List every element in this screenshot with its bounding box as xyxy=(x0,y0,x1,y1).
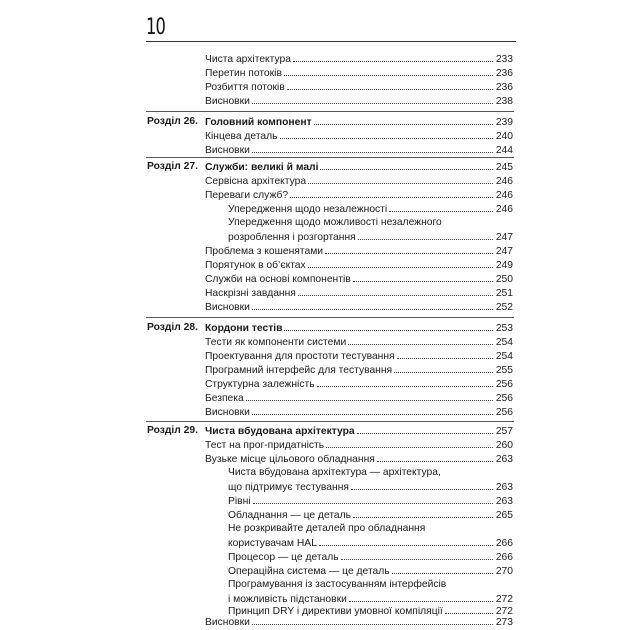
section-divider xyxy=(146,421,514,422)
dot-leader xyxy=(317,377,493,387)
toc-entry-title: Операційна система — це деталь xyxy=(228,566,390,577)
dot-leader xyxy=(353,508,493,518)
toc-subentry xyxy=(228,508,513,522)
chapter-title: Головний компонент xyxy=(205,117,312,128)
dot-leader xyxy=(314,115,493,125)
dot-leader xyxy=(252,300,493,310)
toc-entry-page: 272 xyxy=(495,606,513,617)
toc-entry-title: Розбиття потоків xyxy=(205,82,285,93)
toc-entry-page: 255 xyxy=(495,365,513,376)
toc-entry-page: 240 xyxy=(495,131,513,142)
toc-entry-title: Безпека xyxy=(205,393,244,404)
dot-leader xyxy=(325,244,493,254)
toc-entry-title: Тести як компоненти системи xyxy=(205,337,347,348)
toc-entry xyxy=(205,66,513,80)
toc-entry-title: Обладнання — це деталь xyxy=(228,510,352,521)
dot-leader xyxy=(280,129,493,139)
chapter-page: 257 xyxy=(495,426,513,437)
dot-leader xyxy=(358,230,493,240)
dot-leader xyxy=(377,452,493,462)
toc-entry xyxy=(205,391,513,405)
section-divider xyxy=(146,317,514,318)
dot-leader xyxy=(445,604,493,614)
toc-entry-page: 256 xyxy=(495,393,513,404)
toc-entry-title: Переваги служб? xyxy=(205,190,289,201)
toc-entry-title: що підтримує тестування xyxy=(228,482,349,493)
dot-leader xyxy=(348,335,493,345)
toc-entry-title: Порятунок в об’єктах xyxy=(205,260,306,271)
dot-leader xyxy=(293,52,493,62)
dot-leader xyxy=(320,160,493,170)
toc-entry-page: 236 xyxy=(495,82,513,93)
chapter-page: 245 xyxy=(495,162,513,173)
toc-entry-page: 254 xyxy=(495,351,513,362)
toc-entry xyxy=(205,244,513,258)
toc-entry-page: 246 xyxy=(495,190,513,201)
dot-leader xyxy=(252,405,493,415)
toc-subentry xyxy=(228,480,513,494)
dot-leader xyxy=(389,202,493,212)
dot-leader xyxy=(252,143,493,153)
chapter-label: Розділ 28. xyxy=(147,322,198,333)
toc-subentry xyxy=(228,494,513,508)
chapter-label: Розділ 26. xyxy=(147,116,198,127)
toc-subentry-line1: Не розкривайте деталей про обладнання xyxy=(228,523,426,534)
toc-entry-title: Висновки xyxy=(205,145,250,156)
dot-leader xyxy=(287,80,493,90)
dot-leader xyxy=(349,592,493,602)
toc-entry-page: 256 xyxy=(495,379,513,390)
toc-entry-page: 249 xyxy=(495,260,513,271)
toc-entry xyxy=(205,52,513,66)
toc-entry xyxy=(205,258,513,272)
toc-subentry-line1: Упередження щодо можливості незалежного xyxy=(228,217,442,228)
toc-entry xyxy=(205,286,513,300)
chapter-heading xyxy=(205,321,513,335)
dot-leader xyxy=(357,424,493,434)
section-divider xyxy=(146,111,514,112)
dot-leader xyxy=(397,349,493,359)
toc-subentry xyxy=(228,202,513,216)
toc-entry xyxy=(205,452,513,466)
toc-entry-page: 260 xyxy=(495,440,513,451)
toc-entry-title: Висновки xyxy=(205,407,250,418)
toc-entry-page: 236 xyxy=(495,68,513,79)
dot-leader xyxy=(246,391,493,401)
toc-entry-page: 252 xyxy=(495,302,513,313)
chapter-title: Кордони тестів xyxy=(205,323,283,334)
toc-entry xyxy=(205,615,513,629)
chapter-label: Розділ 27. xyxy=(147,161,198,172)
toc-entry xyxy=(205,300,513,314)
toc-entry-title: Проектування для простоти тестування xyxy=(205,351,395,362)
toc-subentry xyxy=(228,230,513,244)
toc-entry-title: Тест на прог-придатність xyxy=(205,440,325,451)
dot-leader xyxy=(253,494,493,504)
toc-entry-page: 247 xyxy=(495,246,513,257)
toc-entry-title: Рівні xyxy=(228,496,251,507)
toc-subentry xyxy=(228,564,513,578)
toc-entry-page: 247 xyxy=(495,232,513,243)
dot-leader xyxy=(284,66,493,76)
toc-entry-page: 263 xyxy=(495,482,513,493)
dot-leader xyxy=(308,174,493,184)
section-divider xyxy=(146,157,514,158)
toc-entry-page: 254 xyxy=(495,337,513,348)
toc-entry-page: 270 xyxy=(495,566,513,577)
toc-entry-title: розроблення і розгортання xyxy=(228,232,356,243)
toc-entry xyxy=(205,349,513,363)
dot-leader xyxy=(298,286,493,296)
toc-entry-title: Процесор — це деталь xyxy=(228,552,339,563)
toc-entry-title: Програмний інтерфейс для тестування xyxy=(205,365,393,376)
toc-entry-title: Служби на основі компонентів xyxy=(205,274,351,285)
toc-entry-title: Сервісна архітектура xyxy=(205,176,307,187)
dot-leader xyxy=(319,536,493,546)
toc-entry xyxy=(205,188,513,202)
toc-entry-page: 273 xyxy=(495,617,513,628)
chapter-title: Чиста вбудована архітектура xyxy=(205,426,355,437)
chapter-title: Служби: великі й малі xyxy=(205,162,319,173)
chapter-heading xyxy=(205,424,513,438)
toc-entry xyxy=(205,143,513,157)
toc-entry-title: Кінцева деталь xyxy=(205,131,278,142)
toc-entry-title: Вузьке місце цільового обладнання xyxy=(205,454,375,465)
dot-leader xyxy=(351,480,493,490)
toc-subentry-line1: Програмування із застосуванням інтерфейсів xyxy=(228,579,447,590)
chapter-page: 253 xyxy=(495,323,513,334)
toc-entry-title: Наскрізні завдання xyxy=(205,288,296,299)
toc-entry-title: Принцип DRY і директиви умовної компіляції xyxy=(228,606,443,617)
toc-entry-page: 266 xyxy=(495,552,513,563)
toc-entry-page: 265 xyxy=(495,510,513,521)
toc-entry-page: 246 xyxy=(495,204,513,215)
toc-entry-title: користувачам HAL xyxy=(228,538,317,549)
dot-leader xyxy=(252,94,493,104)
dot-leader xyxy=(308,258,493,268)
toc-entry xyxy=(205,377,513,391)
toc-entry xyxy=(205,363,513,377)
dot-leader xyxy=(252,615,493,625)
toc-entry xyxy=(205,174,513,188)
toc-entry xyxy=(205,405,513,419)
toc-subentry xyxy=(228,550,513,564)
page-number: 10 xyxy=(146,15,166,40)
toc-entry-title: Перетин потоків xyxy=(205,68,282,79)
toc-entry-page: 244 xyxy=(495,145,513,156)
toc-entry-title: Упередження щодо незалежності xyxy=(228,204,388,215)
toc-entry xyxy=(205,94,513,108)
toc-entry xyxy=(205,80,513,94)
toc-subentry-line1: Чиста вбудована архітектура — архітектура, xyxy=(228,467,441,478)
toc-entry-title: Структурна залежність xyxy=(205,379,315,390)
toc-entry-title: Висновки xyxy=(205,96,250,107)
dot-leader xyxy=(392,564,493,574)
toc-entry-page: 251 xyxy=(495,288,513,299)
toc-entry-page: 238 xyxy=(495,96,513,107)
toc-entry-title: Чиста архітектура xyxy=(205,54,291,65)
toc-entry-page: 246 xyxy=(495,176,513,187)
toc-entry-page: 256 xyxy=(495,407,513,418)
dot-leader xyxy=(353,272,493,282)
toc-entry-page: 263 xyxy=(495,454,513,465)
toc-entry-title: Висновки xyxy=(205,302,250,313)
dot-leader xyxy=(394,363,493,373)
chapter-heading xyxy=(205,115,513,129)
header-rule xyxy=(146,41,516,42)
toc-entry-page: 272 xyxy=(495,594,513,605)
toc-entry xyxy=(205,438,513,452)
dot-leader xyxy=(290,188,493,198)
toc-entry-title: Проблема з кошенятами xyxy=(205,246,324,257)
toc-entry-page: 263 xyxy=(495,496,513,507)
toc-entry xyxy=(205,335,513,349)
toc-entry-page: 266 xyxy=(495,538,513,549)
toc-entry-title: Висновки xyxy=(205,617,250,628)
toc-subentry xyxy=(228,536,513,550)
chapter-label: Розділ 29. xyxy=(147,425,198,436)
chapter-heading xyxy=(205,160,513,174)
toc-entry-page: 233 xyxy=(495,54,513,65)
toc-entry xyxy=(205,272,513,286)
dot-leader xyxy=(341,550,493,560)
toc-entry xyxy=(205,129,513,143)
dot-leader xyxy=(284,321,493,331)
toc-entry-page: 250 xyxy=(495,274,513,285)
dot-leader xyxy=(326,438,493,448)
chapter-page: 239 xyxy=(495,117,513,128)
toc-entry-title: і можливість підстановки xyxy=(228,594,347,605)
